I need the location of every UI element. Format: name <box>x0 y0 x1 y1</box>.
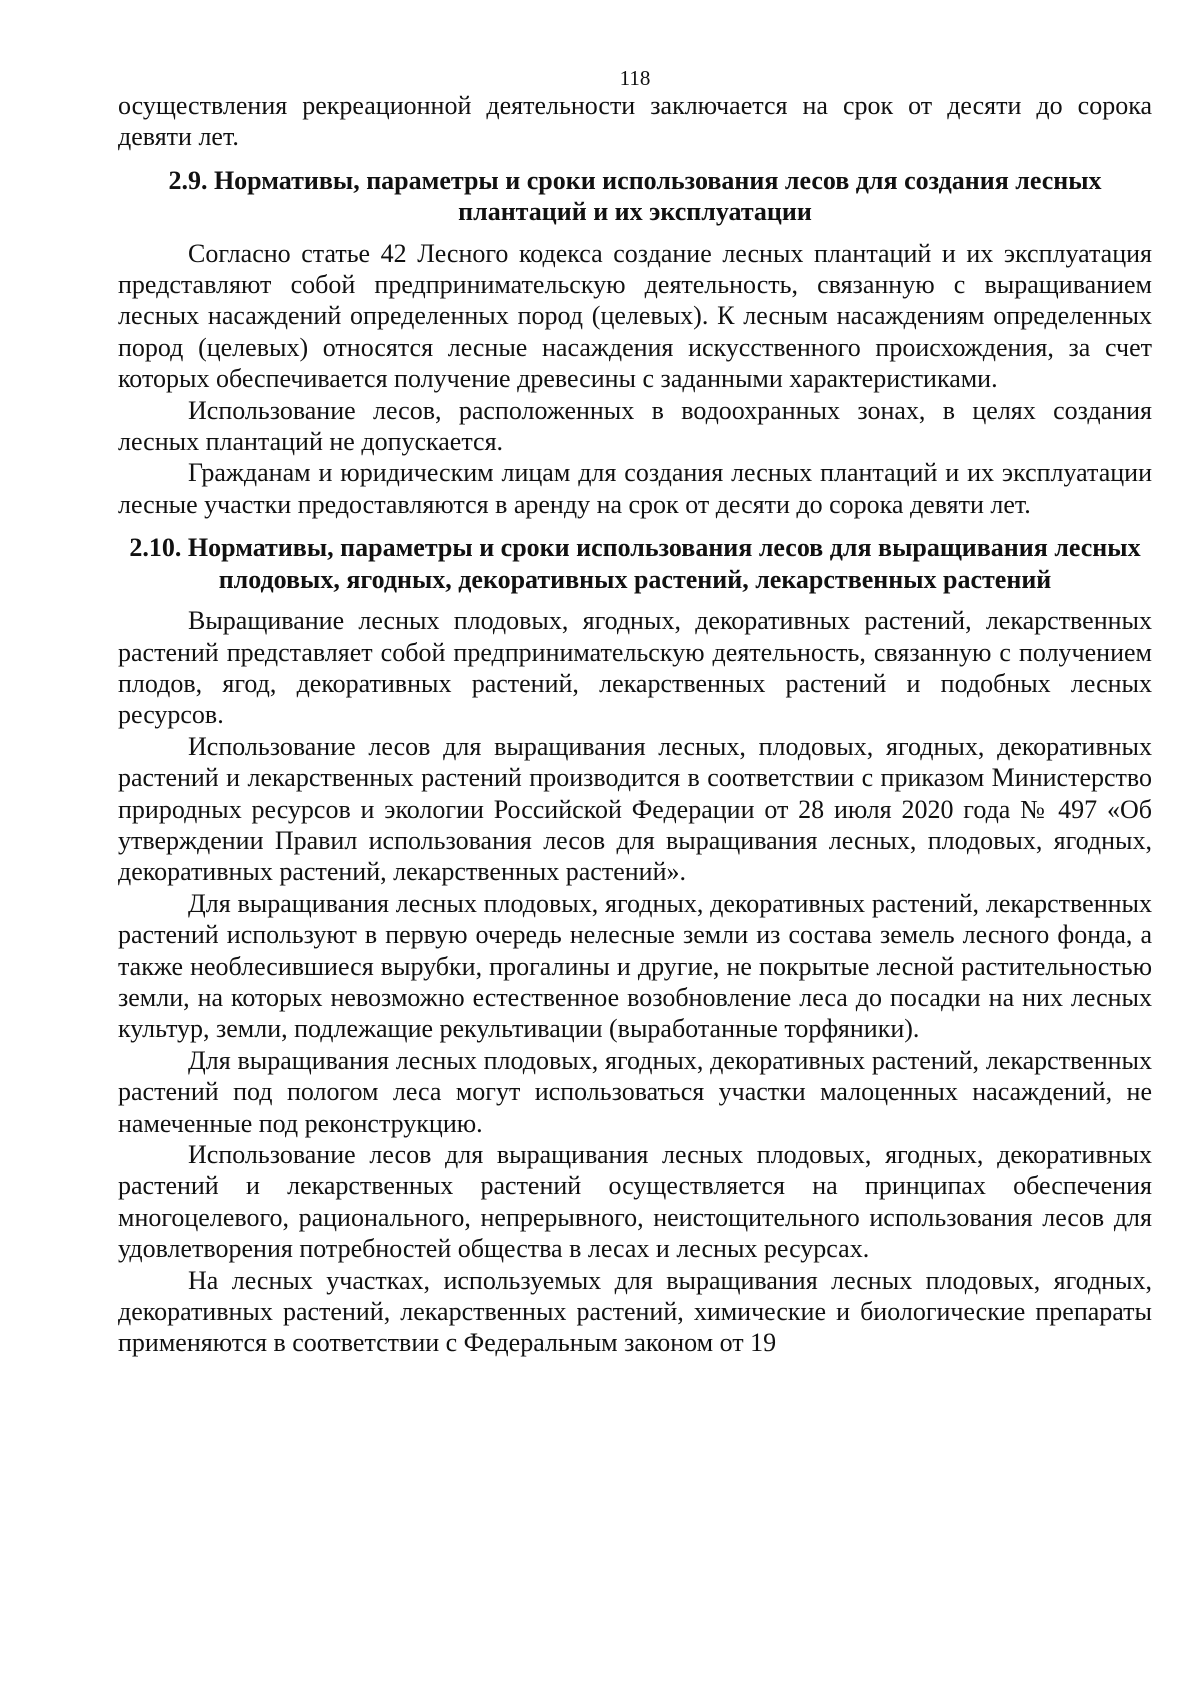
paragraph: Для выращивания лесных плодовых, ягодных, декоративных растений, лекарственных растений используют в первую очередь нелесные земли из состава земель лесного фонда, а также необлесившиеся вырубки, прогалины и другие, не покрытые лесной растительностью земли, на которых невозможно естественное возобновление леса до посадки на них лесных культур, земли, подлежащие рекультивации (выработанные торфяники). <box>118 888 1152 1044</box>
paragraph: Для выращивания лесных плодовых, ягодных, декоративных растений, лекарственных растений под пологом леса могут использоваться участки малоценных насаждений, не намеченные под реконструкцию. <box>118 1045 1152 1138</box>
paragraph: Согласно статье 42 Лесного кодекса создание лесных плантаций и их эксплуатация представляют собой предпринимательскую деятельность, связанную с выращиванием лесных насаждений определенных пород (целевых). К лесным насаждениям определенных пород (целевых) относятся лесные насаждения искусственного происхождения, за счет которых обеспечивается получение древесины с заданными характеристиками. <box>118 238 1152 394</box>
paragraph: На лесных участках, используемых для выращивания лесных плодовых, ягодных, декоративных растений, лекарственных растений, химические и биологические препараты применяются в соответствии с Федеральным законом от 19 <box>118 1265 1152 1358</box>
paragraph: Гражданам и юридическим лицам для создания лесных плантаций и их эксплуатации лесные участки предоставляются в аренду на срок от десяти до сорока девяти лет. <box>118 458 1152 519</box>
section-heading-2-10: 2.10. Нормативы, параметры и сроки использования лесов для выращивания лесных плодовых, ягодных, декоративных растений, лекарственных растений <box>129 533 1141 594</box>
document-page <box>118 66 1152 1359</box>
continuation-paragraph: осуществления рекреационной деятельности заключается на срок от десяти до сорока девяти лет. <box>118 91 1152 152</box>
paragraph: Использование лесов для выращивания лесных, плодовых, ягодных, декоративных растений и лекарственных растений производится в соответствии с приказом Министерство природных ресурсов и экологии Российской Федерации от 28 июля 2020 года № 497 «Об утверждении Правил использования лесов для выращивания лесных, плодовых, ягодных, декоративных растений, лекарственных растений». <box>118 731 1152 887</box>
paragraph: Использование лесов, расположенных в водоохранных зонах, в целях создания лесных плантаций не допускается. <box>118 395 1152 457</box>
paragraph: Выращивание лесных плодовых, ягодных, декоративных растений, лекарственных растений представляет собой предпринимательскую деятельность, связанную с получением плодов, ягод, декоративных растений, лекарственных растений и подобных лесных ресурсов. <box>118 606 1152 730</box>
page-number: 118 <box>619 66 651 90</box>
section-heading-2-9: 2.9. Нормативы, параметры и сроки использования лесов для создания лесных плантаций и их эксплуатации <box>168 165 1102 227</box>
paragraph: Использование лесов для выращивания лесных плодовых, ягодных, декоративных растений и лекарственных растений осуществляется на принципах обеспечения многоцелевого, рационального, непрерывного, неистощительного использования лесов для удовлетворения потребностей общества в лесах и лесных ресурсах. <box>118 1140 1152 1264</box>
